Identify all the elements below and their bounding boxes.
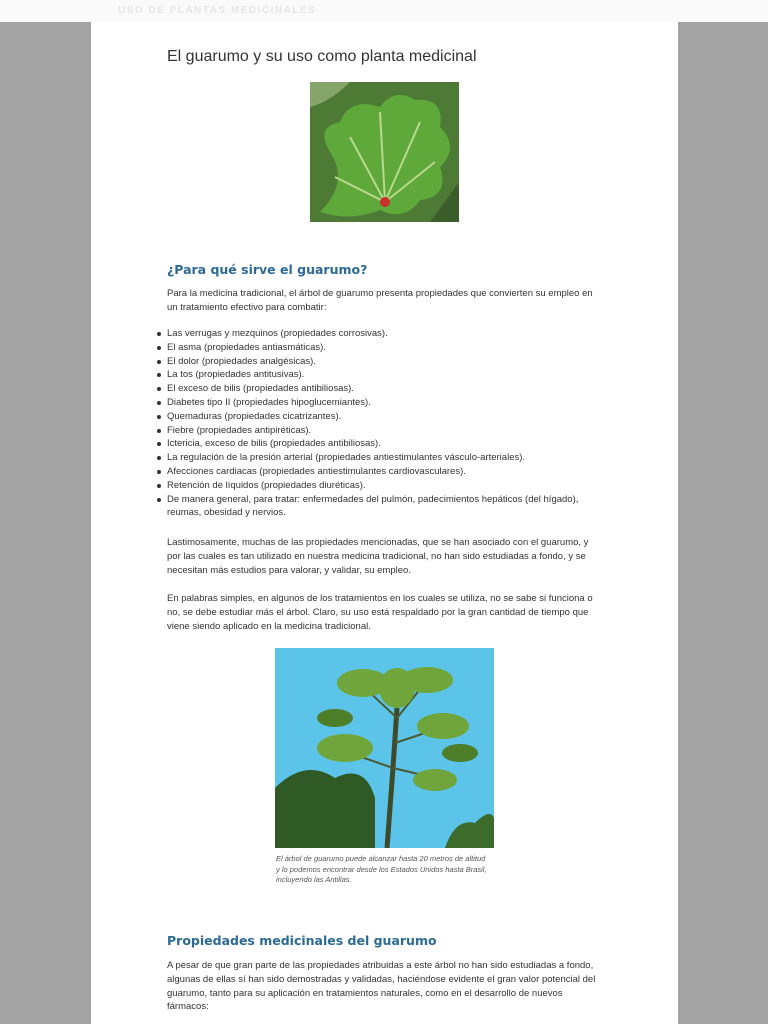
guarumo-tree-image: [275, 648, 494, 848]
list-item: La tos (propiedades antitusivas).: [167, 368, 603, 382]
list-item: Fiebre (propiedades antipiréticas).: [167, 424, 603, 438]
figure-caption: El árbol de guarumo puede alcanzar hasta 20 metros de altitud y lo podemos encontrar desde los Estados Unidos hasta Brasil, incluyendo las Antillas.: [276, 854, 487, 884]
uses-list: [167, 327, 603, 520]
list-item: De manera general, para tratar: enfermedades del pulmón, padecimientos hepáticos (del hígado), reumas, obesidad y nervios.: [167, 493, 603, 521]
article-page: [91, 22, 678, 1024]
guarumo-leaf-image: [310, 82, 459, 222]
paragraph-simple-words: En palabras simples, en algunos de los tratamientos en los cuales se utiliza, no se sabe si funciona o no, se debe estudiar más el árbol. Claro, su uso está respaldado por la gran cantidad de tiempo que viene siendo aplicado en la medicina tradicional.: [167, 593, 593, 632]
list-item: Retención de líquidos (propiedades diuréticas).: [167, 479, 603, 493]
list-item: La regulación de la presión arterial (propiedades antiestimulantes vásculo-arteriales).: [167, 451, 603, 465]
tree-illustration: [275, 648, 494, 848]
leaf-illustration: [310, 82, 459, 222]
list-item: Quemaduras (propiedades cicatrizantes).: [167, 410, 603, 424]
list-item: El exceso de bilis (propiedades antibiliosas).: [167, 382, 603, 396]
section-heading-properties: Propiedades medicinales del guarumo: [167, 933, 437, 948]
list-item: Diabetes tipo II (propiedades hipoglucemiantes).: [167, 396, 603, 410]
list-item: El asma (propiedades antiasmáticas).: [167, 341, 603, 355]
paragraph-studies: Lastimosamente, muchas de las propiedades mencionadas, que se han asociado con el guarumo, y por las cuales es tan utilizado en nuestra medicina tradicional, no han sido estudiadas a fondo, y se necesitan más estudios para valorar, y validar, su empleo.: [167, 537, 589, 576]
paragraph-properties: A pesar de que gran parte de las propiedades atribuidas a este árbol no han sido estudiadas a fondo, algunas de ellas sí han sido demostradas y validadas, haciéndose evidente el gran valor potencial del guarumo, tanto para su aplicación en tratamientos naturales, como en el desarrollo de nuevos fármacos:: [167, 960, 596, 1013]
article-title: El guarumo y su uso como planta medicinal: [167, 48, 477, 65]
site-title[interactable]: USO DE PLANTAS MEDICINALES: [118, 5, 317, 16]
section-heading-uses: ¿Para qué sirve el guarumo?: [167, 262, 368, 277]
list-item: El dolor (propiedades analgésicas).: [167, 355, 603, 369]
list-item: Afecciones cardiacas (propiedades antiestimulantes cardiovasculares).: [167, 465, 603, 479]
intro-paragraph: Para la medicina tradicional, el árbol de guarumo presenta propiedades que convierten su empleo en un tratamiento efectivo para combatir:: [167, 288, 593, 313]
list-item: Las verrugas y mezquinos (propiedades corrosivas).: [167, 327, 603, 341]
list-item: Ictericia, exceso de bilis (propiedades antibiliosas).: [167, 437, 603, 451]
top-bar: [0, 0, 768, 22]
